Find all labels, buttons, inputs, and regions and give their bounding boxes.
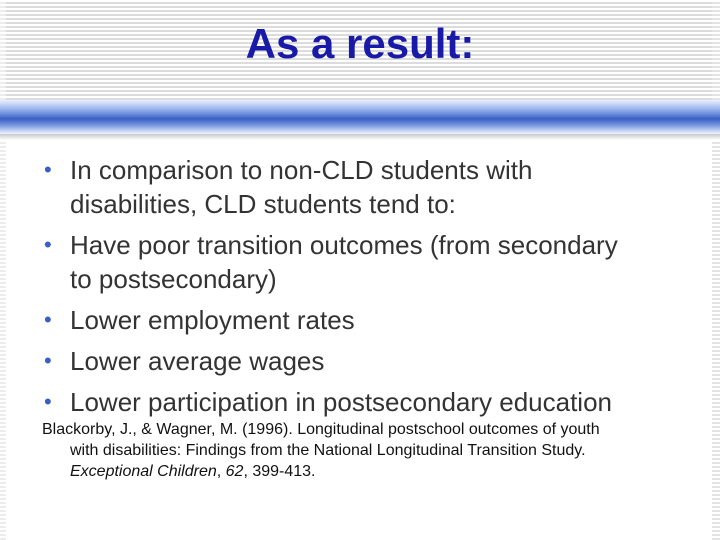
title-band-shadow — [0, 134, 720, 140]
bullet-dot-icon: • — [44, 157, 52, 182]
bullet-text-line: Lower participation in postsecondary education — [70, 387, 613, 417]
bullet-dot-icon: • — [44, 307, 52, 332]
bullet-text-line: Have poor transition outcomes (from secondary — [70, 230, 618, 260]
bullet-text-line: Lower employment rates — [70, 305, 355, 335]
citation-separator: , — [216, 463, 226, 480]
bullet-item — [44, 228, 704, 296]
bullet-dot-icon: • — [44, 389, 52, 414]
citation-line: with disabilities: Findings from the National Longitudinal Transition Study. — [70, 442, 586, 459]
bullet-text-line: to postsecondary) — [70, 264, 277, 294]
citation-line — [42, 461, 702, 482]
citation-volume: 62 — [225, 463, 244, 480]
left-stripes — [0, 0, 6, 540]
bullet-item — [44, 303, 704, 337]
right-stripes — [712, 0, 720, 540]
bullet-dot-icon: • — [44, 232, 52, 257]
citation-line: Blackorby, J., & Wagner, M. (1996). Longitudinal postschool outcomes of youth — [42, 421, 600, 438]
citation-pages: , 399-413. — [243, 463, 316, 480]
slide-title: As a result: — [245, 20, 475, 67]
bullet-item — [44, 153, 704, 221]
bullet-text-line: Lower average wages — [70, 346, 325, 376]
citation-journal: Exceptional Children — [70, 463, 217, 480]
bullet-list — [44, 153, 704, 426]
citation — [42, 419, 702, 482]
bullet-text-line: disabilities, CLD students tend to: — [70, 189, 456, 219]
bullet-text-line: In comparison to non-CLD students with — [70, 155, 533, 185]
bullet-item — [44, 344, 704, 378]
bullet-dot-icon: • — [44, 348, 52, 373]
title-band — [0, 100, 720, 134]
bullet-item — [44, 385, 704, 419]
